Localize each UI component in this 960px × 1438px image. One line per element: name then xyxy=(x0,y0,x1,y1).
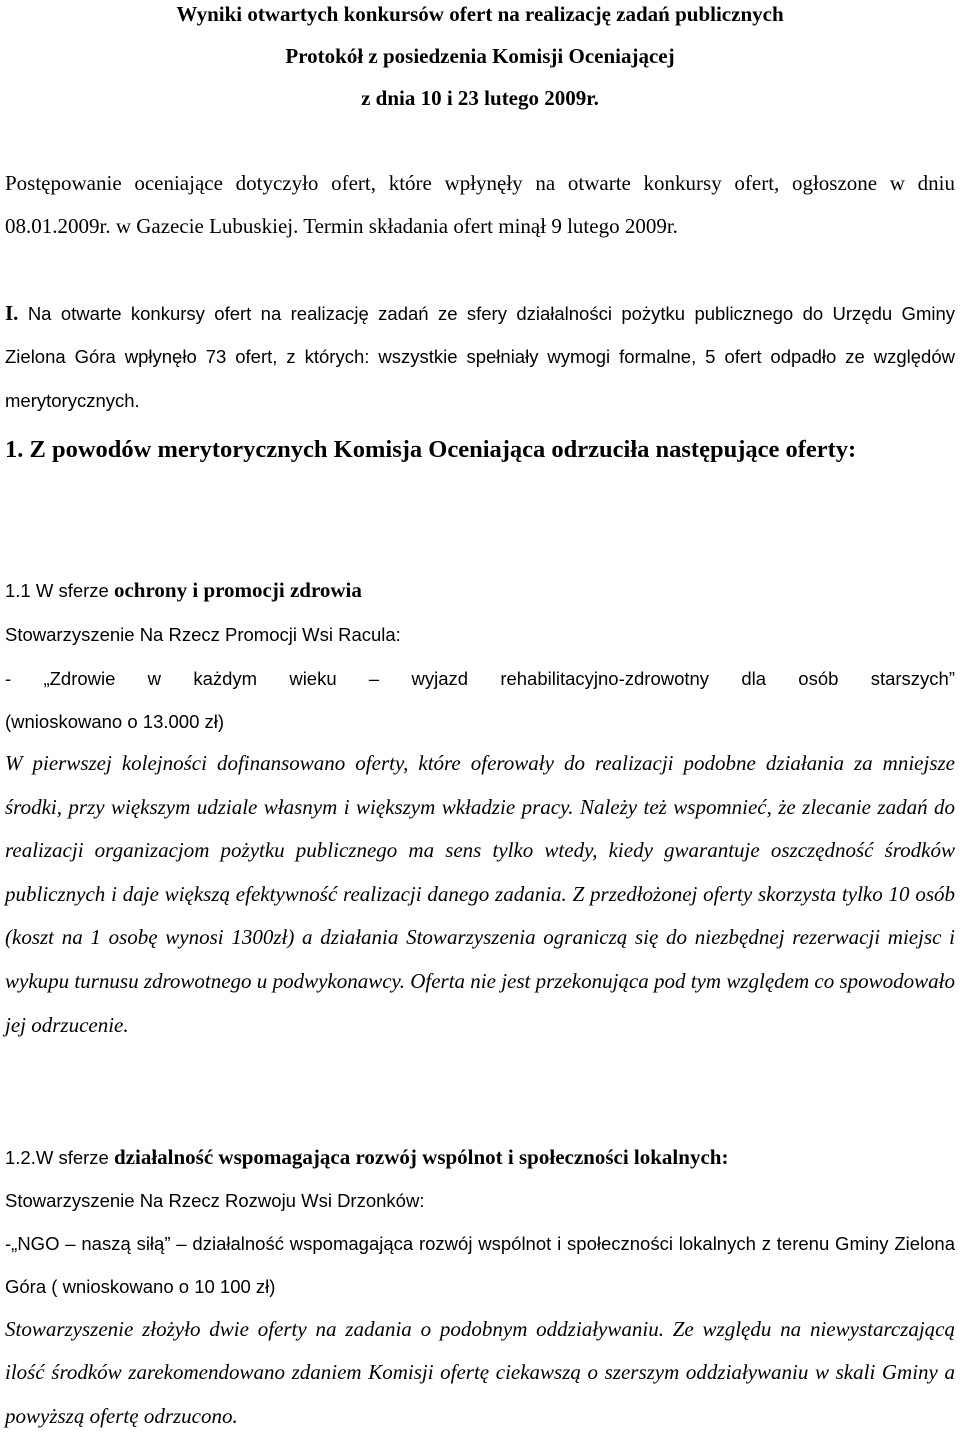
heading-1: 1. Z powodów merytorycznych Komisja Oceniająca odrzuciła następujące oferty: xyxy=(5,436,857,463)
section-I-text: Na otwarte konkursy ofert na realizację zadań ze sfery działalności pożytku publicznego do Urzędu Gminy Zielona Góra wpłynęło 73 ofert, z których: wszystkie spełniały wymogi formalne, 5 ofert odpadło ze względów merytorycznych. xyxy=(5,303,955,411)
section-I-marker: I. xyxy=(5,301,19,325)
section-I-paragraph xyxy=(5,292,955,422)
subsection-1-1-offer-line-2: (wnioskowano o 13.000 zł) xyxy=(5,711,225,732)
document-title-line-2: Protokół z posiedzenia Komisji Oceniającej xyxy=(285,44,675,68)
subsection-1-1-organization: Stowarzyszenie Na Rzecz Promocji Wsi Racula: xyxy=(5,624,401,645)
subsection-1-1-offer-line-1: - „Zdrowie w każdym wieku – wyjazd rehabilitacyjno-zdrowotny dla osób starszych” xyxy=(5,668,955,689)
subsection-1-2-title xyxy=(5,1147,955,1168)
subsection-1-2-bold: działalność wspomagająca rozwój wspólnot i społeczności lokalnych: xyxy=(113,1145,729,1169)
subsection-1-1-justification: W pierwszej kolejności dofinansowano oferty, które oferowały do realizacji podobne działania za mniejsze środki, przy większym udziale własnym i większym wkładzie pracy. Należy też wspomnieć, że zlecanie zadań do realizacji organizacjom pożytku publicznego ma sens tylko wtedy, kiedy gwarantuje oszczędność środków publicznych i daje większą efektywność realizacji danego zadania. Z przedłożonej oferty skorzysta tylko 10 osób (koszt na 1 osobę wynosi 1300zł) a działania Stowarzyszenia ograniczą się do niezbędnej rezerwacji miejsc i wykupu turnusu zdrowotnego u podwykonawcy. Oferta nie jest przekonująca pod tym względem co spowodowało jej odrzucenie. xyxy=(5,751,955,1037)
document-title-line-1: Wyniki otwartych konkursów ofert na realizację zadań publicznych xyxy=(176,2,784,26)
subsection-1-1-bold: ochrony i promocji zdrowia xyxy=(113,578,362,602)
subsection-1-2-prefix: 1.2.W sferze xyxy=(5,1147,114,1168)
intro-paragraph: Postępowanie oceniające dotyczyło ofert, które wpłynęły na otwarte konkursy ofert, ogłoszone w dniu 08.01.2009r. w Gazecie Lubuskiej. Termin składania ofert minął 9 lutego 2009r. xyxy=(5,171,955,239)
document-page xyxy=(5,0,955,1432)
subsection-1-2-offer: -„NGO – naszą siłą” – działalność wspomagająca rozwój wspólnot i społeczności lokalnych z terenu Gminy Zielona Góra ( wnioskowano o 10 100 zł) xyxy=(5,1233,955,1298)
subsection-1-2-justification: Stowarzyszenie złożyło dwie oferty na zadania o podobnym oddziaływaniu. Ze względu na niewystarczającą ilość środków zarekomendowano zdaniem Komisji ofertę ciekawszą o szerszym oddziaływaniu w skali Gminy a powyższą ofertę odrzucono. xyxy=(5,1317,955,1428)
subsection-1-1-prefix: 1.1 W sferze xyxy=(5,580,114,601)
subsection-1-2-organization: Stowarzyszenie Na Rzecz Rozwoju Wsi Drzonków: xyxy=(5,1190,425,1211)
document-title-line-3: z dnia 10 i 23 lutego 2009r. xyxy=(361,86,599,110)
subsection-1-1-title xyxy=(5,580,955,601)
